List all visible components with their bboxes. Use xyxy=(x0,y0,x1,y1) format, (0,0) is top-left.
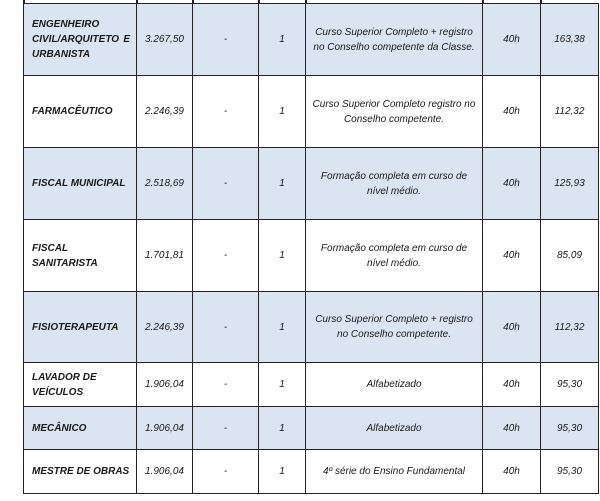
table-row xyxy=(24,407,599,450)
taxa-cell: 85,09 xyxy=(541,220,599,292)
taxa-cell: 95,30 xyxy=(541,407,599,450)
table-row xyxy=(24,292,599,363)
taxa-cell: 112,32 xyxy=(541,292,599,363)
table-row xyxy=(24,76,599,148)
table-row xyxy=(24,363,599,407)
carga-horaria-cell: 40h xyxy=(483,450,541,494)
cargo-cell: FISIOTERAPEUTA xyxy=(24,292,137,363)
vencimento-cell: 3.267,50 xyxy=(137,4,193,76)
carga-horaria-cell: 40h xyxy=(483,220,541,292)
cargo-line: URBANISTA xyxy=(32,49,91,60)
cargo-cell xyxy=(24,4,137,76)
carga-horaria-cell: 40h xyxy=(483,407,541,450)
cargo-cell: FARMACÊUTICO xyxy=(24,76,137,148)
requisitos-cell: Alfabetizado xyxy=(306,407,483,450)
vagas-cell: 1 xyxy=(259,407,306,450)
vencimento-cell: 2.246,39 xyxy=(137,292,193,363)
requisitos-cell: Curso Superior Completo + registro no Conselho competente da Classe. xyxy=(306,4,483,76)
vagas-pcd-cell: - xyxy=(193,76,259,148)
vencimento-cell: 1.906,04 xyxy=(137,407,193,450)
vagas-cell: 1 xyxy=(259,292,306,363)
cargo-cell: MECÂNICO xyxy=(24,407,137,450)
requisitos-cell: Curso Superior Completo registro no Conselho competente. xyxy=(306,76,483,148)
vencimento-cell: 2.246,39 xyxy=(137,76,193,148)
vencimento-cell: 1.906,04 xyxy=(137,363,193,407)
cargo-line: ENGENHEIRO xyxy=(32,19,100,30)
requisitos-cell: Formação completa em curso de nível médio. xyxy=(306,148,483,220)
vagas-pcd-cell: - xyxy=(193,148,259,220)
requisitos-cell: 4º série do Ensino Fundamental xyxy=(306,450,483,494)
cargo-line xyxy=(32,32,130,47)
vagas-pcd-cell: - xyxy=(193,450,259,494)
cargo-line-part: E xyxy=(123,34,130,45)
taxa-cell: 95,30 xyxy=(541,450,599,494)
cargo-cell: LAVADOR DE VEÍCULOS xyxy=(24,363,137,407)
cargo-cell: FISCAL SANITARISTA xyxy=(24,220,137,292)
vagas-cell: 1 xyxy=(259,363,306,407)
requisitos-cell: Curso Superior Completo + registro no Conselho competente. xyxy=(306,292,483,363)
vagas-cell: 1 xyxy=(259,450,306,494)
requisitos-cell: Formação completa em curso de nível médio. xyxy=(306,220,483,292)
table-row xyxy=(24,4,599,76)
vagas-pcd-cell: - xyxy=(193,363,259,407)
taxa-cell: 95,30 xyxy=(541,363,599,407)
carga-horaria-cell: 40h xyxy=(483,4,541,76)
carga-horaria-cell: 40h xyxy=(483,148,541,220)
vagas-cell: 1 xyxy=(259,76,306,148)
carga-horaria-cell: 40h xyxy=(483,363,541,407)
vagas-pcd-cell: - xyxy=(193,407,259,450)
vagas-pcd-cell: - xyxy=(193,4,259,76)
taxa-cell: 112,32 xyxy=(541,76,599,148)
cargo-line-part: CIVIL/ARQUITETO xyxy=(32,34,120,45)
vagas-pcd-cell: - xyxy=(193,220,259,292)
carga-horaria-cell: 40h xyxy=(483,292,541,363)
table-row xyxy=(24,220,599,292)
cargo-cell: FISCAL MUNICIPAL xyxy=(24,148,137,220)
vencimento-cell: 1.906,04 xyxy=(137,450,193,494)
table-row xyxy=(24,148,599,220)
vagas-cell: 1 xyxy=(259,148,306,220)
job-positions-table xyxy=(23,3,599,494)
taxa-cell: 163,38 xyxy=(541,4,599,76)
vencimento-cell: 1.701,81 xyxy=(137,220,193,292)
vagas-pcd-cell: - xyxy=(193,292,259,363)
vencimento-cell: 2.518,69 xyxy=(137,148,193,220)
vagas-cell: 1 xyxy=(259,4,306,76)
table-row xyxy=(24,450,599,494)
vagas-cell: 1 xyxy=(259,220,306,292)
cargo-cell: MESTRE DE OBRAS xyxy=(24,450,137,494)
carga-horaria-cell: 40h xyxy=(483,76,541,148)
requisitos-cell: Alfabetizado xyxy=(306,363,483,407)
taxa-cell: 125,93 xyxy=(541,148,599,220)
